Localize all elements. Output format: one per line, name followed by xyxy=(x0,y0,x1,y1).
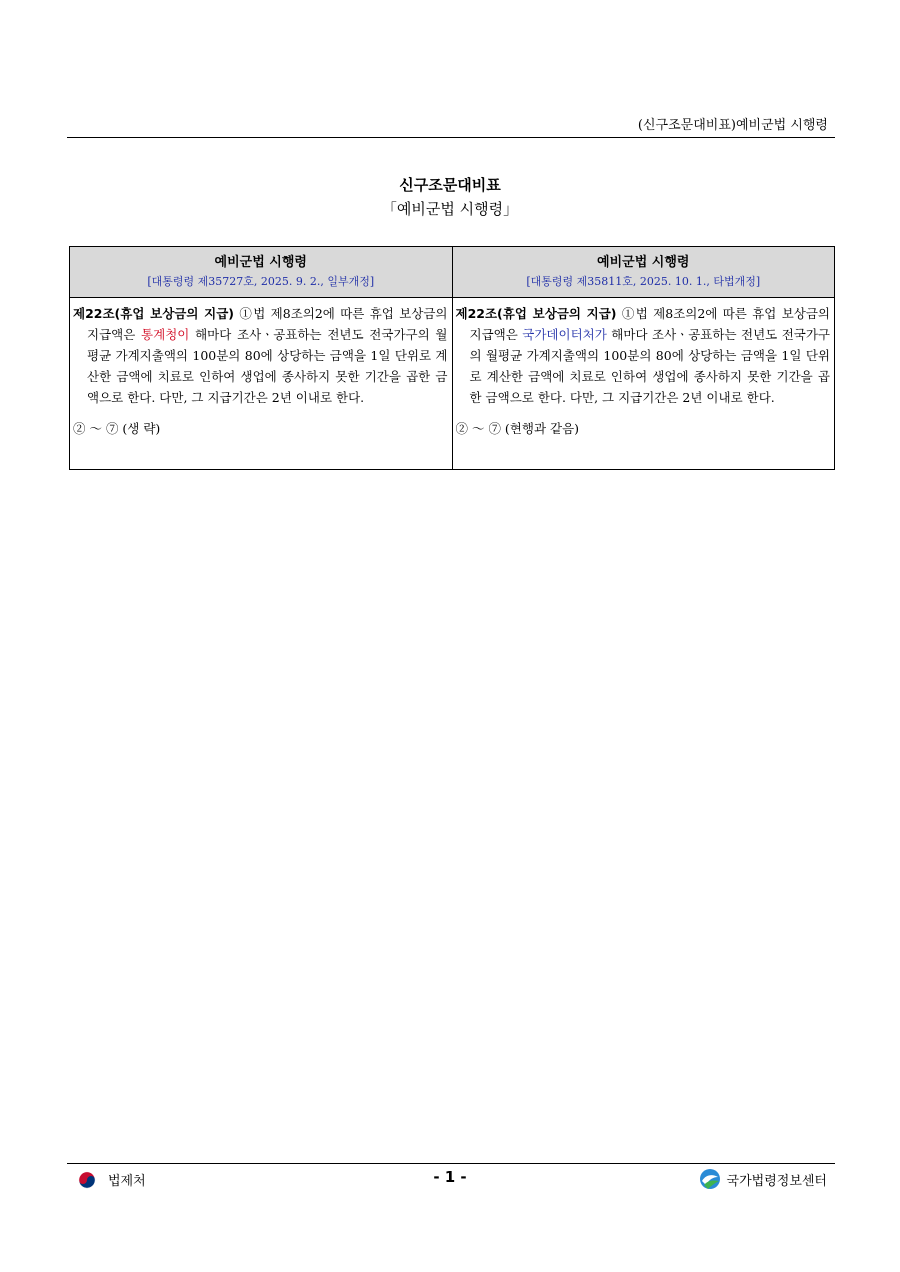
new-article-paragraph xyxy=(456,303,831,408)
new-article-text-after: 해마다 조사ㆍ공표하는 전년도 전국가구의 월평균 가계지출액의 100분의 80에 상당하는 금액을 1일 단위로 계산한 금액에 치료로 인하여 생업에 종사하지 못한 기간을 곱한 금액으로 한다. 다만, 그 지급기간은 2년 이내로 한다. xyxy=(469,327,830,405)
old-column-title: 예비군법 시행령 xyxy=(214,255,307,270)
old-changed-phrase: 통계청이 xyxy=(141,327,190,342)
old-column-header xyxy=(70,247,453,298)
new-changed-phrase: 국가데이터처가 xyxy=(522,327,607,342)
national-law-center-logo-icon xyxy=(699,1168,721,1190)
old-article-paragraph xyxy=(73,303,448,408)
old-article-text-after: 해마다 조사ㆍ공표하는 전년도 전국가구의 월평균 가계지출액의 100분의 80에 상당하는 금액을 1일 단위로 계산한 금액에 치료로 인하여 생업에 종사하지 못한 기간을 곱한 금액으로 한다. 다만, 그 지급기간은 2년 이내로 한다. xyxy=(87,327,448,405)
page-number: - 1 - xyxy=(433,1168,467,1186)
new-text-cell xyxy=(452,298,835,470)
footer-law-center xyxy=(699,1168,827,1190)
comparison-table xyxy=(69,246,835,470)
new-article-text-before: ①법 제8조의2에 따른 휴업 보상금의 지급액은 xyxy=(469,306,831,342)
footer-left-label: 법제처 xyxy=(108,1174,146,1189)
page-subtitle: 「예비군법 시행령」 xyxy=(381,200,519,218)
old-remaining-clauses: ② ～ ⑦ (생 략) xyxy=(73,421,161,436)
old-article-text-before: ①법 제8조의2에 따른 휴업 보상금의 지급액은 xyxy=(87,306,448,342)
footer-divider xyxy=(67,1163,835,1164)
old-text-cell xyxy=(70,298,453,470)
new-article-heading: 제22조(휴업 보상금의 지급) xyxy=(455,306,617,321)
table-row xyxy=(70,298,835,470)
page-title: 신구조문대비표 xyxy=(399,176,501,194)
old-column-subtitle: [대통령령 제35727호, 2025. 9. 2., 일부개정] xyxy=(147,275,375,288)
new-column-header xyxy=(452,247,835,298)
new-column-subtitle: [대통령령 제35811호, 2025. 10. 1., 타법개정] xyxy=(526,275,761,288)
footer-right-label: 국가법령정보센터 xyxy=(726,1173,827,1189)
old-article-heading: 제22조(휴업 보상금의 지급) xyxy=(73,306,235,321)
header-divider xyxy=(67,137,835,138)
document-header-label: (신구조문대비표)예비군법 시행령 xyxy=(637,118,828,133)
table-header-row xyxy=(70,247,835,298)
new-remaining-clauses: ② ～ ⑦ (현행과 같음) xyxy=(455,421,580,436)
new-column-title: 예비군법 시행령 xyxy=(597,255,690,270)
